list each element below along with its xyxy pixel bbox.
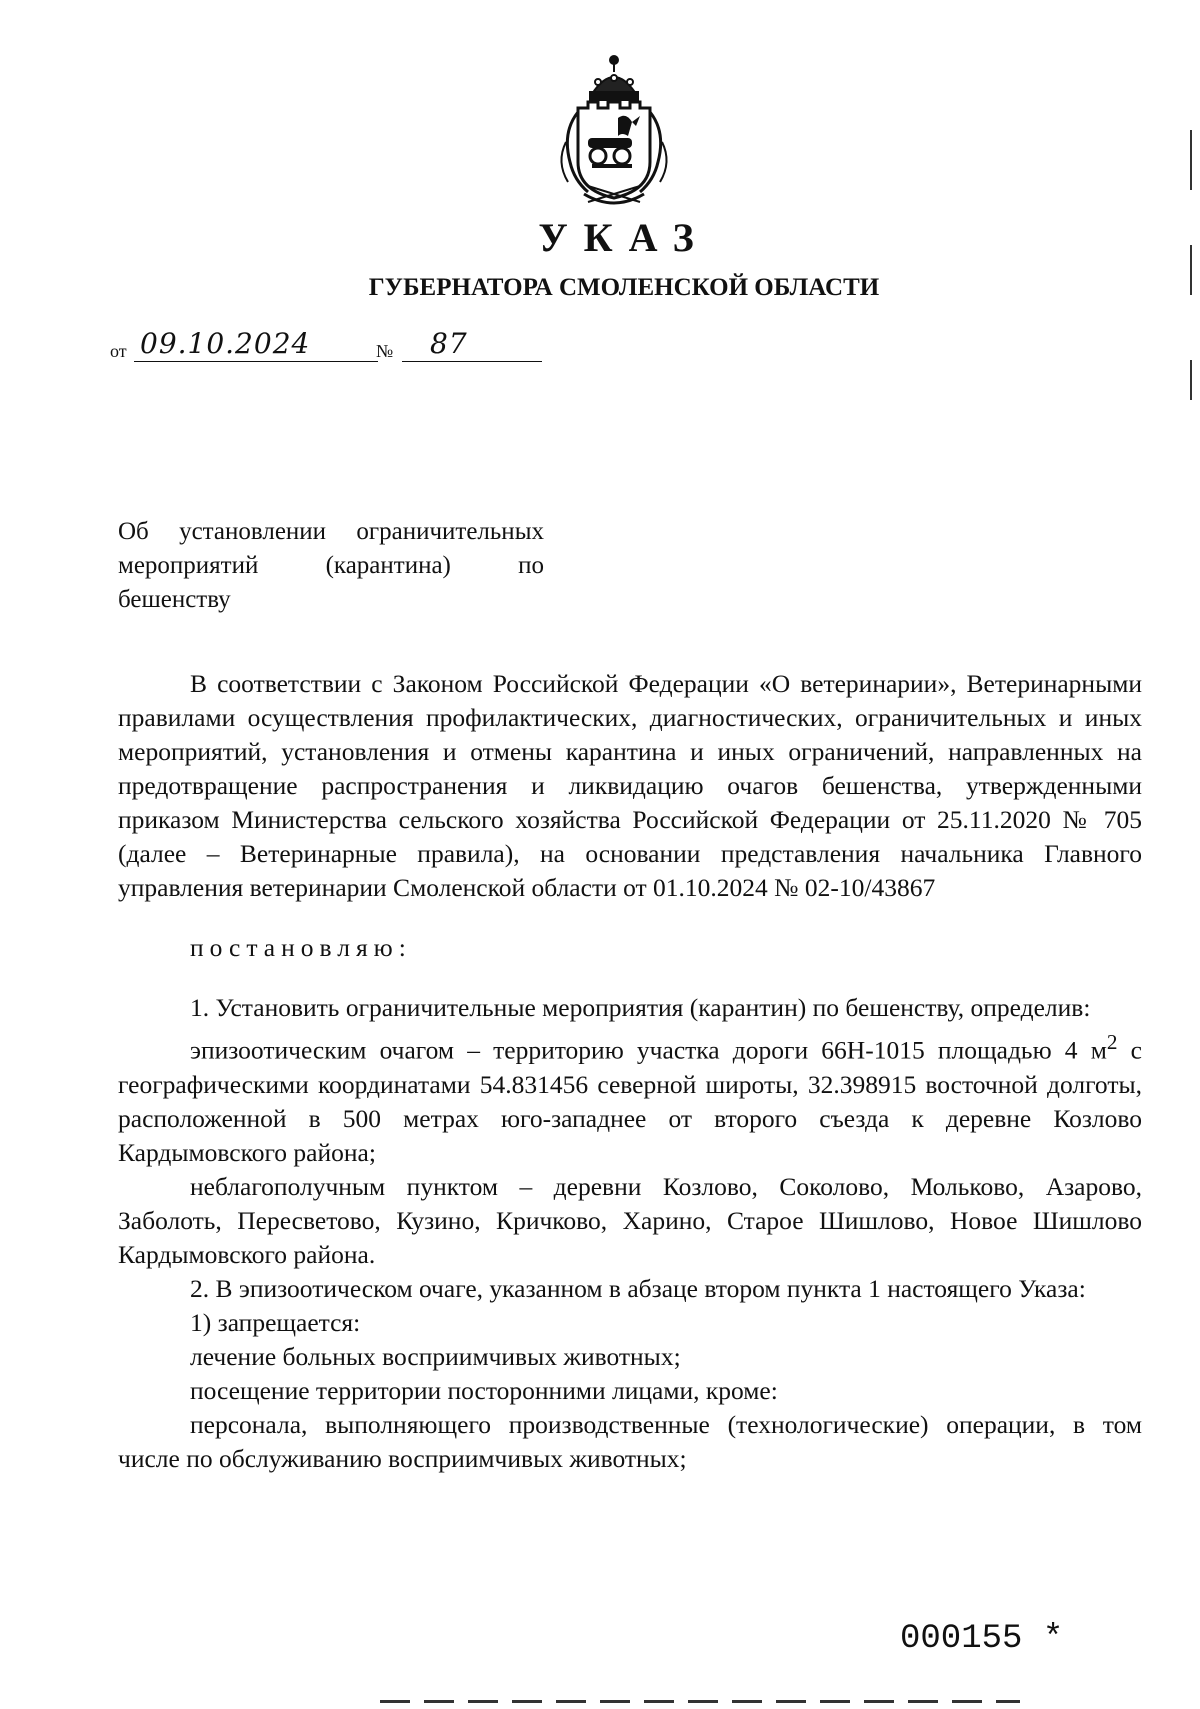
- document-caption: [118, 515, 544, 617]
- clause-2-paragraph: 2. В эпизоотическом очаге, указанном в абзаце втором пункта 1 настоящего Указа:: [190, 1273, 1086, 1303]
- decree-word: постановляю:: [190, 933, 412, 962]
- caption-line: Об установлении ограничительных: [118, 518, 544, 545]
- exception-item: персонала, выполняющего производственные (технологические) операции, в том числе по обслуживанию восприимчивых животных;: [118, 1409, 1142, 1473]
- scan-edge-mark: [1190, 130, 1192, 190]
- preamble-paragraph: В соответствии с Законом Российской Федерации «О ветеринарии», Ветеринарными правилами осуществления профилактических, диагностических, ограничительных и иных мероприятий, установления и отмены карантина и иных ограничений, направленных на предотвращение распространения и ликвидацию очагов бешенства, утвержденными приказом Министерства сельского хозяйства Российской Федерации от 25.11.2020 № 705 (далее – Ветеринарные правила), на основании представления начальника Главного управления ветеринарии Смоленской области от 01.10.2024 № 02-10/43867: [118, 669, 1142, 902]
- smolensk-coat-of-arms-emblem: [548, 52, 680, 212]
- number-underline: [402, 361, 542, 362]
- focus-text: эпизоотическим очагом – территорию участка дороги 66Н-1015 площадью 4 м: [190, 1035, 1107, 1065]
- prohibited-heading: 1) запрещается:: [190, 1307, 361, 1337]
- scan-bottom-artifact: [380, 1700, 1020, 1703]
- document-title: УКАЗ: [538, 215, 710, 260]
- caption-line: мероприятий (карантина) по: [118, 552, 544, 579]
- number-label: №: [376, 341, 394, 361]
- square-superscript: 2: [1106, 1030, 1118, 1054]
- focus-text-rest: с географическими координатами 54.831456 северной широты, 32.398915 восточной долготы, расположенной в 500 метрах юго-западнее от второго съезда к деревне Козлово Кардымовского района;: [118, 1035, 1142, 1167]
- document-body: [118, 667, 1142, 1476]
- document-subtitle: ГУБЕРНАТОРА СМОЛЕНСКОЙ ОБЛАСТИ: [368, 274, 880, 301]
- unfavorable-point-paragraph: неблагополучным пунктом – деревни Козлово, Соколово, Мольково, Азарово, Заболоть, Пересветово, Кузино, Кричково, Харино, Старое Шишлово, Новое Шишлово Кардымовского района.: [118, 1171, 1142, 1269]
- clause-1-paragraph: 1. Установить ограничительные мероприятия (карантин) по бешенству, определив:: [190, 993, 1091, 1022]
- scan-edge-mark: [1190, 360, 1192, 400]
- date-value: 09.10.2024: [140, 327, 311, 360]
- serial-number: 000155 *: [900, 1620, 1064, 1658]
- date-label: от: [110, 341, 127, 361]
- date-number-line: [110, 327, 550, 363]
- prohibition-item: лечение больных восприимчивых животных;: [190, 1341, 681, 1371]
- date-underline: [134, 361, 378, 362]
- prohibition-item: посещение территории посторонними лицами, кроме:: [190, 1375, 778, 1405]
- epizootic-focus-paragraph: [118, 1025, 1142, 1170]
- caption-line: бешенству: [118, 586, 231, 613]
- scan-edge-mark: [1190, 245, 1192, 295]
- number-value: 87: [430, 327, 468, 360]
